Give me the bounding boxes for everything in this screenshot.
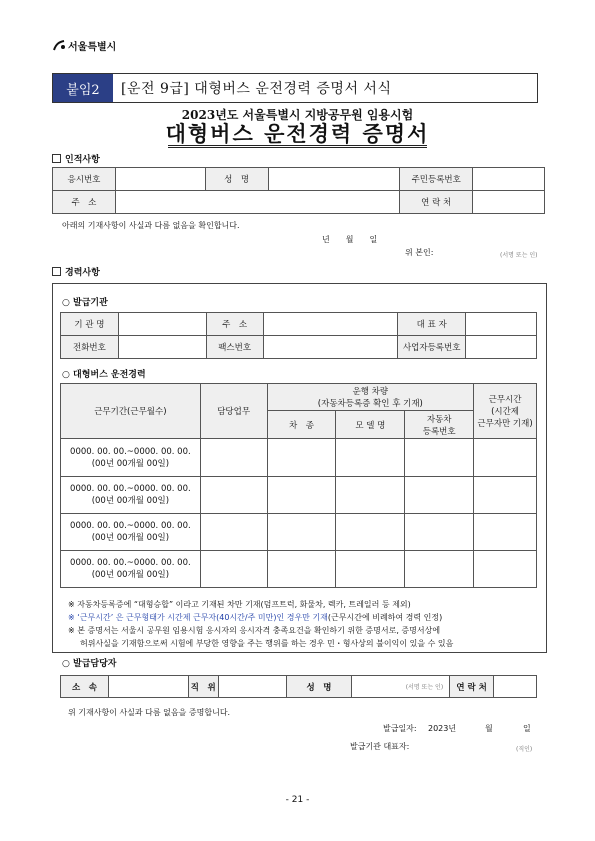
rank-field[interactable] — [218, 676, 286, 698]
issuer-rep-label: 발급기관 대표자: — [350, 742, 410, 751]
hours-cell[interactable] — [474, 551, 537, 588]
col-vehicle-type: 차 종 — [267, 411, 336, 439]
table-row — [61, 477, 537, 514]
org-name-field[interactable] — [118, 313, 206, 336]
name-field[interactable] — [268, 168, 400, 191]
seoul-logo — [52, 38, 116, 53]
self-sign-hint: (서명 또는 인) — [500, 252, 538, 259]
name-label: 성 명 — [205, 168, 268, 191]
issue-date-label: 발급일자: — [383, 724, 417, 733]
contact-label: 연 락 처 — [400, 191, 473, 214]
officer-contact-field[interactable] — [494, 676, 537, 698]
address-label: 주 소 — [53, 191, 116, 214]
officer-table — [60, 675, 537, 698]
bus-career-table — [60, 383, 537, 588]
type-cell[interactable] — [267, 514, 336, 551]
section-personal — [52, 152, 100, 165]
issue-month: 월 — [485, 724, 493, 733]
hours-cell[interactable] — [474, 477, 537, 514]
annex-title: [운전 9급] 대형버스 운전경력 증명서 서식 — [121, 81, 392, 97]
duty-cell[interactable] — [200, 551, 267, 588]
hours-cell[interactable] — [474, 439, 537, 477]
personal-date: 년 월 일 — [322, 235, 378, 244]
phone-label: 전화번호 — [61, 336, 119, 359]
logo-text: 서울특별시 — [68, 42, 117, 53]
col-period: 근무기간(근무월수) — [61, 384, 201, 439]
personal-table — [52, 167, 545, 214]
col-duty: 담당업무 — [200, 384, 267, 439]
annex-header — [52, 73, 538, 103]
reg-cell[interactable] — [405, 439, 474, 477]
officer-name-label: 성 명 — [286, 676, 352, 698]
section-career-label: 경력사항 — [65, 268, 100, 278]
personal-confirm: 아래의 기재사항이 사실과 다름 없음을 확인합니다. — [62, 221, 240, 230]
ceo-field[interactable] — [466, 313, 537, 336]
address-field[interactable] — [115, 191, 399, 214]
exam-no-field[interactable] — [115, 168, 205, 191]
issue-day: 일 — [523, 724, 531, 733]
dept-field[interactable] — [108, 676, 188, 698]
officer-contact-label: 연 락 처 — [450, 676, 494, 698]
duty-cell[interactable] — [200, 477, 267, 514]
model-cell[interactable] — [336, 551, 405, 588]
period-cell[interactable]: 0000. 00. 00.~0000. 00. 00. (00년 00개월 00일) — [61, 514, 201, 551]
checkbox-icon — [52, 267, 61, 276]
ceo-label: 대 표 자 — [398, 313, 466, 336]
self-label: 위 본인: — [405, 248, 434, 257]
officer-name-field[interactable] — [352, 676, 450, 698]
seal-hint: (직인) — [516, 746, 533, 753]
type-cell[interactable] — [267, 477, 336, 514]
officer-heading: ○ 발급담당자 — [62, 659, 117, 669]
resident-no-label: 주민등록번호 — [400, 168, 473, 191]
issuer-table — [60, 312, 537, 359]
note-purpose-2: 허위사실을 기재함으로써 시험에 부당한 영향을 주는 행위를 하는 경우 민・형사상의 불이익이 있을 수 있음 — [80, 639, 454, 648]
bus-career-heading: ○ 대형버스 운전경력 — [62, 370, 146, 380]
col-vehicle: 운행 차량 (자동차등록증 확인 후 기재) — [267, 384, 474, 411]
contact-field[interactable] — [473, 191, 545, 214]
period-cell[interactable]: 0000. 00. 00.~0000. 00. 00. (00년 00개월 00일) — [61, 551, 201, 588]
note-vehicle: ※ 자동차등록증에 “대형승합” 이라고 기재된 차만 기재(덤프트럭, 화물차, 렉카, 트레일러 등 제외) — [68, 600, 411, 609]
section-personal-label: 인적사항 — [65, 155, 100, 165]
issue-year: 2023년 — [428, 724, 457, 733]
section-career — [52, 265, 100, 278]
model-cell[interactable] — [336, 477, 405, 514]
duty-cell[interactable] — [200, 514, 267, 551]
col-hours: 근무시간 (시간제 근무자만 기재) — [474, 384, 537, 439]
exam-no-label: 응시번호 — [53, 168, 116, 191]
reg-cell[interactable] — [405, 551, 474, 588]
page-number: - 21 - — [285, 795, 310, 805]
note-hours: ※ ‘근무시간’ 은 근무형태가 시간제 근무자(40시간/주 미만)인 경우만 기재(근무시간에 비례하여 경력 인정) — [68, 613, 443, 622]
reg-cell[interactable] — [405, 514, 474, 551]
table-row — [61, 514, 537, 551]
resident-no-field[interactable] — [473, 168, 545, 191]
model-cell[interactable] — [336, 514, 405, 551]
annex-tag: 붙임2 — [53, 74, 113, 102]
table-row — [61, 551, 537, 588]
title-underline — [168, 145, 427, 148]
officer-sign-hint: (서명 또는 인) — [405, 683, 444, 691]
duty-cell[interactable] — [200, 439, 267, 477]
biz-no-field[interactable] — [466, 336, 537, 359]
issuer-heading: ○ 발급기관 — [62, 298, 108, 308]
type-cell[interactable] — [267, 439, 336, 477]
type-cell[interactable] — [267, 551, 336, 588]
rank-label: 직 위 — [188, 676, 218, 698]
model-cell[interactable] — [336, 439, 405, 477]
phone-field[interactable] — [118, 336, 206, 359]
col-model: 모 델 명 — [336, 411, 405, 439]
certify-statement: 위 기재사항이 사실과 다름 없음을 증명합니다. — [68, 708, 231, 717]
document-subtitle: 2023년도 서울특별시 지방공무원 임용시험 — [181, 108, 414, 122]
document-title: 대형버스 운전경력 증명서 — [165, 121, 430, 146]
note-purpose-1: ※ 본 증명서는 서울시 공무원 임용시험 응시자의 응시자격 충족요건을 확인하기 위한 증명서로, 증명서상에 — [68, 626, 441, 635]
org-address-field[interactable] — [263, 313, 398, 336]
checkbox-icon — [52, 154, 61, 163]
fax-label: 팩스번호 — [206, 336, 263, 359]
period-cell[interactable]: 0000. 00. 00.~0000. 00. 00. (00년 00개월 00일) — [61, 477, 201, 514]
reg-cell[interactable] — [405, 477, 474, 514]
table-row — [61, 439, 537, 477]
fax-field[interactable] — [263, 336, 398, 359]
biz-no-label: 사업자등록번호 — [398, 336, 466, 359]
col-reg-no: 자동차 등록번호 — [405, 411, 474, 439]
seoul-symbol-icon — [52, 40, 66, 52]
hours-cell[interactable] — [474, 514, 537, 551]
org-name-label: 기 관 명 — [61, 313, 119, 336]
period-cell[interactable]: 0000. 00. 00.~0000. 00. 00. (00년 00개월 00일) — [61, 439, 201, 477]
dept-label: 소 속 — [61, 676, 109, 698]
org-address-label: 주 소 — [206, 313, 263, 336]
